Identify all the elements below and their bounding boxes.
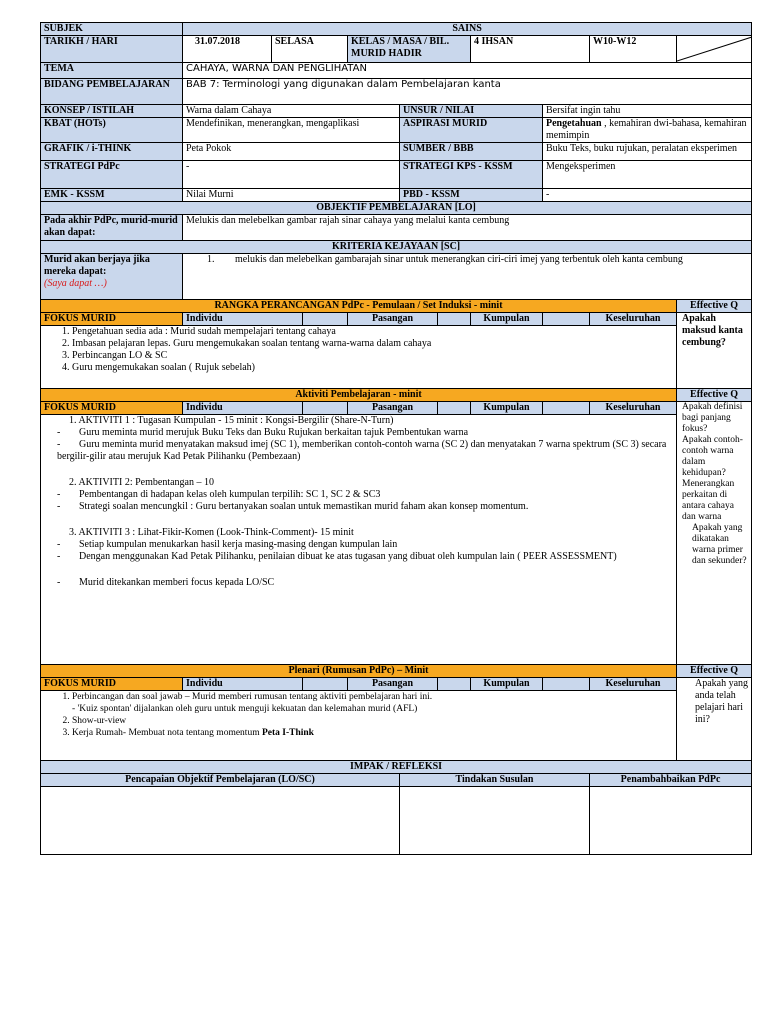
plenari-heading: Plenari (Rumusan PdPc) – Minit xyxy=(41,665,677,678)
kriteria-label: Murid akan berjaya jika mereka dapat: xyxy=(44,254,150,277)
aktiviti-eq-item: • Menerangkan perkaitan di antara cahaya dan warna xyxy=(682,479,748,523)
impak-col-pencapaian: Pencapaian Objektif Pembelajaran (LO/SC) xyxy=(41,774,400,787)
induksi-eq-item: • Apakah maksud kanta cembung? xyxy=(682,313,748,349)
impak-tindakan-cell[interactable] xyxy=(400,787,590,855)
tarikh-label: TARIKH / HARI xyxy=(41,36,183,63)
diagonal-line xyxy=(677,36,752,62)
kps-value: Mengeksperimen xyxy=(543,161,752,189)
impak-col-penambahbaikan: Penambahbaikan PdPc xyxy=(590,774,752,787)
sumber-label: SUMBER / BBB xyxy=(400,143,543,161)
tema-label: TEMA xyxy=(41,63,183,79)
plenari-body xyxy=(41,691,677,761)
induksi-item: 2. Imbasan pelajaran lepas. Guru mengemukakan soalan tentang warna-warna dalam cahaya xyxy=(72,338,673,350)
kriteria-label-cell xyxy=(41,254,183,300)
kriteria-item-number: 1. xyxy=(207,254,215,265)
induksi-body xyxy=(41,326,677,389)
objektif-label: Pada akhir PdPc, murid-murid akan dapat: xyxy=(41,215,183,241)
plenari-list xyxy=(44,691,673,739)
aktiviti-3-line: - Setiap kumpulan menukarkan hasil kerja masing-masing dengan kumpulan lain xyxy=(57,539,398,550)
aktiviti-eq-item: • Apakah definisi bagi panjang fokus? xyxy=(682,402,748,435)
day-value: SELASA xyxy=(272,36,348,63)
aktiviti-2-line: - Strategi soalan mencungkil : Guru bertanyakan soalan untuk memastikan murid faham akan konsep momentum. xyxy=(57,501,529,512)
plenari-fokus-label: FOKUS MURID xyxy=(41,678,183,691)
aktiviti-keseluruhan: Keseluruhan xyxy=(590,402,677,415)
plenari-keseluruhan: Keseluruhan xyxy=(590,678,677,691)
tema-value: CAHAYA, WARNA DAN PENGLIHATAN xyxy=(183,63,752,79)
strategi-value: - xyxy=(183,161,400,189)
diagonal-cell xyxy=(677,36,752,63)
kbat-label: KBAT (HOTs) xyxy=(41,118,183,143)
subjek-value: SAINS xyxy=(183,23,752,36)
aspirasi-bold: Pengetahuan xyxy=(546,118,602,129)
aktiviti-1-line: - Guru meminta murid merujuk Buku Teks dan Buku Rujukan berkaitan tajuk Pembentukan warna xyxy=(57,427,469,438)
aktiviti-2-title: 2. AKTIVITI 2: Pembentangan – 10 xyxy=(69,477,214,488)
plenari-item: 1. Perbincangan dan soal jawab – Murid memberi rumusan tentang aktiviti pembelajaran hari ini. - 'Kuiz spontan' dijalankan oleh guru untuk menguji kekuatan dan kelemahan murid (AFL) xyxy=(72,691,673,715)
induksi-item: 4. Guru mengemukakan soalan ( Rujuk sebelah) xyxy=(72,362,673,374)
aktiviti-eq-extra: Apakah yang dikatakan warna primer dan sekunder? xyxy=(692,523,747,566)
aktiviti-1-title: 1. AKTIVITI 1 : Tugasan Kumpulan - 15 minit : Kongsi-Bergilir (Share-N-Turn) xyxy=(69,415,394,426)
aktiviti-1-line: - Guru meminta murid menyatakan maksud imej (SC 1), memberikan contoh-contoh warna (SC 2) dan menyatakan 7 warna spektrum (SC 3) secara bergilir-gilir atau merujuk Kad Petak Pilihanku (Pembezaan) xyxy=(57,439,667,462)
date-value: 31.07.2018 xyxy=(183,36,272,63)
plenari-effective-q-heading: Effective Q xyxy=(677,665,752,678)
impak-penambahbaikan-cell[interactable] xyxy=(590,787,752,855)
induksi-kumpulan: Kumpulan xyxy=(471,313,543,326)
aspirasi-rest: , kemahiran dwi-bahasa, kemahiran memimpin xyxy=(546,118,747,141)
bidang-label: BIDANG PEMBELAJARAN xyxy=(41,79,183,105)
aktiviti-fokus-label: FOKUS MURID xyxy=(41,402,183,415)
lesson-plan-table xyxy=(40,22,752,855)
subjek-label: SUBJEK xyxy=(41,23,183,36)
pbd-value: - xyxy=(543,189,752,202)
impak-col-tindakan: Tindakan Susulan xyxy=(400,774,590,787)
impak-pencapaian-cell[interactable] xyxy=(41,787,400,855)
induksi-effective-q-heading: Effective Q xyxy=(677,300,752,313)
grafik-value: Peta Pokok xyxy=(183,143,400,161)
kriteria-heading: KRITERIA KEJAYAAN [SC] xyxy=(41,241,752,254)
aktiviti-2-line: - Pembentangan di hadapan kelas oleh kumpulan terpilih: SC 1, SC 2 & SC3 xyxy=(57,489,381,500)
aktiviti-body xyxy=(41,415,677,665)
aktiviti-pasangan: Pasangan xyxy=(348,402,438,415)
aktiviti-3-title: 3. AKTIVITI 3 : Lihat-Fikir-Komen (Look-Think-Comment)- 15 minit xyxy=(69,527,354,538)
pbd-label: PBD - KSSM xyxy=(400,189,543,202)
aktiviti-kumpulan: Kumpulan xyxy=(471,402,543,415)
aktiviti-effective-q xyxy=(677,402,752,665)
plenari-individu: Individu xyxy=(183,678,303,691)
objektif-value: Melukis dan melebelkan gambar rajah sinar cahaya yang melalui kanta cembung xyxy=(183,215,752,241)
induksi-item: 3. Perbincangan LO & SC xyxy=(72,350,673,362)
unsur-label: UNSUR / NILAI xyxy=(400,105,543,118)
induksi-keseluruhan: Keseluruhan xyxy=(590,313,677,326)
plenari-item: 3. Kerja Rumah- Membuat nota tentang momentum Peta I-Think xyxy=(72,727,673,739)
kriteria-item-text: melukis dan melebelkan gambarajah sinar untuk menerangkan ciri-ciri imej yang terbentuk oleh kanta cembung xyxy=(235,254,683,265)
aktiviti-individu: Individu xyxy=(183,402,303,415)
induksi-effective-q xyxy=(677,313,752,389)
aktiviti-4-line: - Murid ditekankan memberi focus kepada LO/SC xyxy=(57,577,275,588)
induksi-heading: RANGKA PERANCANGAN PdPc - Pemulaan / Set Induksi - minit xyxy=(41,300,677,313)
induksi-pasangan: Pasangan xyxy=(348,313,438,326)
kelas-value: 4 IHSAN xyxy=(471,36,590,63)
strategi-label: STRATEGI PdPc xyxy=(41,161,183,189)
aktiviti-3-line: - Dengan menggunakan Kad Petak Pilihanku, penilaian dibuat ke atas tugasan yang dibuat oleh kumpulan lain ( PEER ASSESSMENT) xyxy=(57,551,617,562)
lesson-plan-sheet xyxy=(40,22,748,855)
unsur-value: Bersifat ingin tahu xyxy=(543,105,752,118)
induksi-list xyxy=(44,326,673,374)
plenari-effective-q: Apakah yang anda telah pelajari hari ini? xyxy=(677,678,752,761)
sumber-value: Buku Teks, buku rujukan, peralatan eksperimen xyxy=(543,143,752,161)
impak-heading: IMPAK / REFLEKSI xyxy=(41,761,752,774)
grafik-label: GRAFIK / i-THINK xyxy=(41,143,183,161)
kelas-label: KELAS / MASA / BIL. MURID HADIR xyxy=(348,36,471,63)
induksi-item: 1. Pengetahuan sedia ada : Murid sudah mempelajari tentang cahaya xyxy=(72,326,673,338)
emk-label: EMK - KSSM xyxy=(41,189,183,202)
konsep-label: KONSEP / ISTILAH xyxy=(41,105,183,118)
objektif-heading: OBJEKTIF PEMBELAJARAN [LO] xyxy=(41,202,752,215)
plenari-item: 2. Show-ur-view xyxy=(72,715,673,727)
aktiviti-eq-item: • Apakah contoh-contoh warna dalam kehidupan? xyxy=(682,435,748,479)
aktiviti-heading: Aktiviti Pembelajaran - minit xyxy=(41,389,677,402)
plenari-pasangan: Pasangan xyxy=(348,678,438,691)
aktiviti-effective-q-heading: Effective Q xyxy=(677,389,752,402)
aspirasi-label: ASPIRASI MURID xyxy=(400,118,543,143)
plenari-item-sub: - 'Kuiz spontan' dijalankan oleh guru untuk menguji kekuatan dan kelemahan murid (AFL) xyxy=(72,704,418,714)
plenari-kumpulan: Kumpulan xyxy=(471,678,543,691)
aspirasi-value xyxy=(543,118,752,143)
bidang-value: BAB 7: Terminologi yang digunakan dalam Pembelajaran kanta xyxy=(183,79,752,105)
induksi-individu: Individu xyxy=(183,313,303,326)
kps-label: STRATEGI KPS - KSSM xyxy=(400,161,543,189)
kriteria-value xyxy=(183,254,752,300)
emk-value: Nilai Murni xyxy=(183,189,400,202)
kriteria-label-red: (Saya dapat …) xyxy=(44,278,107,289)
week-value: W10-W12 xyxy=(590,36,677,63)
konsep-value: Warna dalam Cahaya xyxy=(183,105,400,118)
induksi-fokus-label: FOKUS MURID xyxy=(41,313,183,326)
kbat-value: Mendefinikan, menerangkan, mengaplikasi xyxy=(183,118,400,143)
